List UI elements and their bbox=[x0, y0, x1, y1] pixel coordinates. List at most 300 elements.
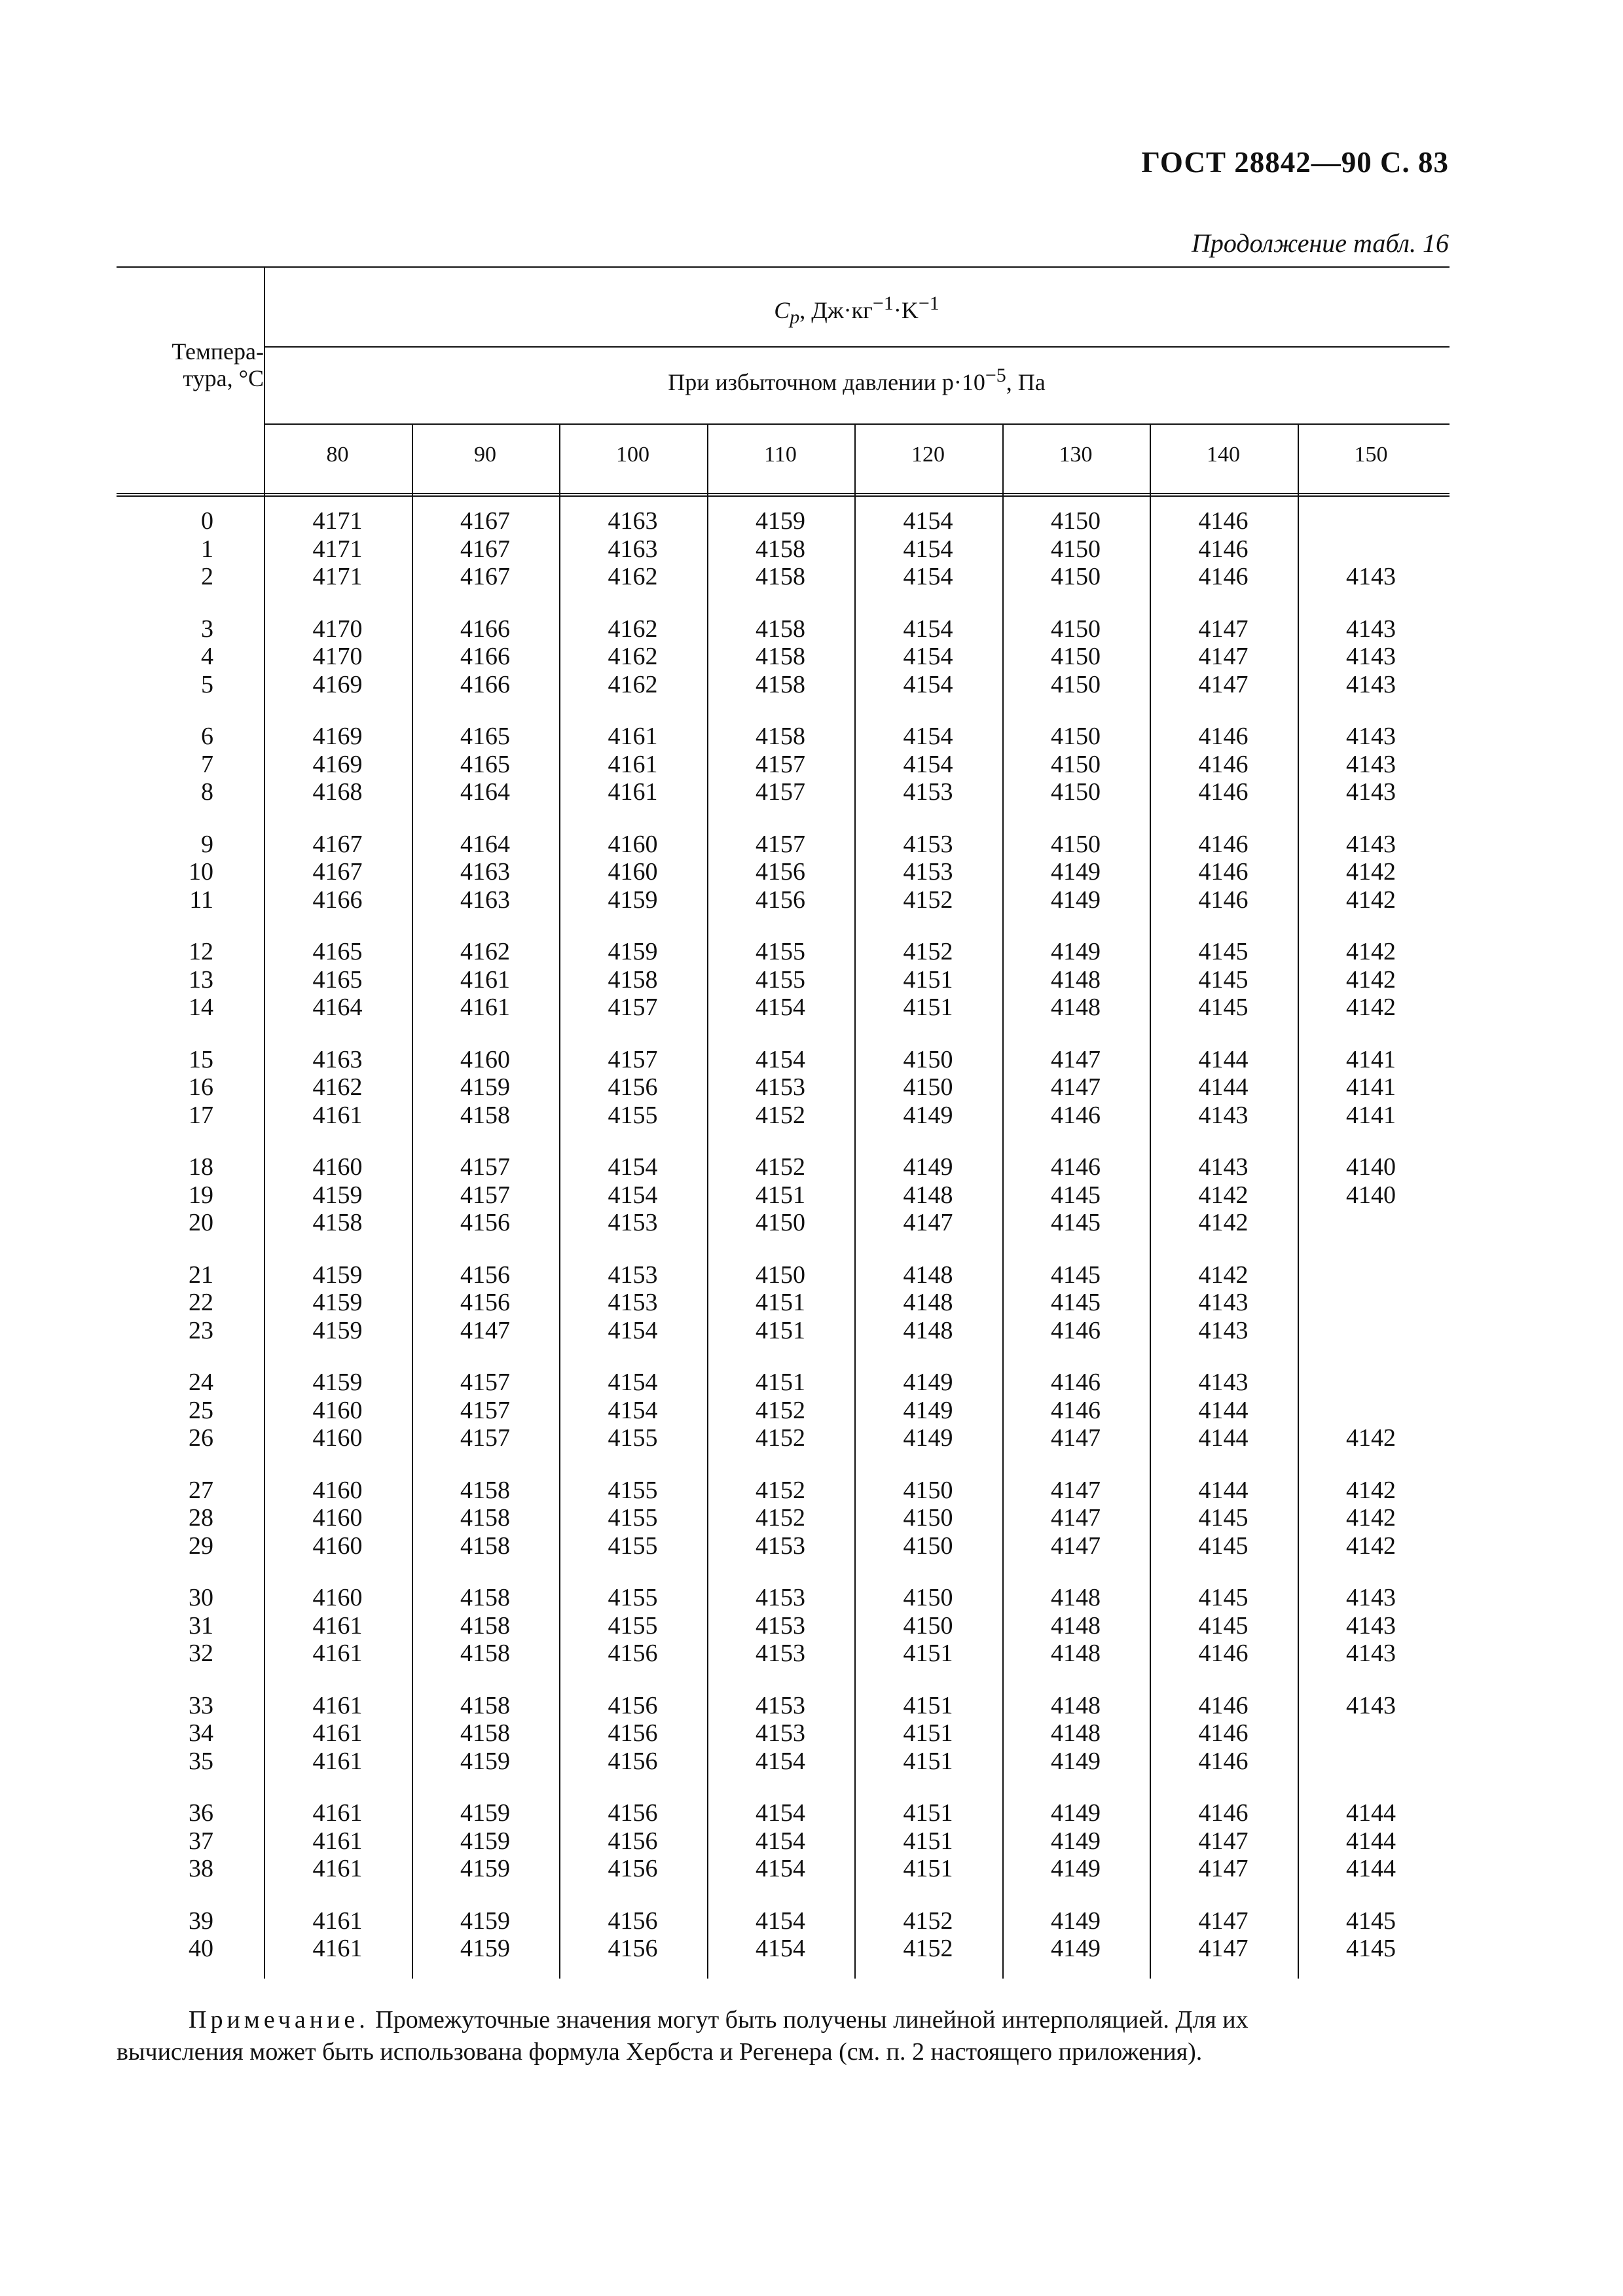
value-cell: 4163 bbox=[608, 535, 658, 563]
value-cell: 4143 bbox=[1198, 1316, 1249, 1344]
value-cell: 4171 bbox=[312, 563, 363, 590]
pressure-exp: −5 bbox=[985, 365, 1006, 386]
footnote-text-line1: Промежуточные значения могут быть получены линейной интерполяцией. Для их bbox=[369, 2006, 1249, 2034]
table-top-rule bbox=[117, 266, 1450, 268]
value-cell: 4148 bbox=[1051, 1584, 1101, 1611]
value-cell: 4160 bbox=[312, 1584, 363, 1611]
value-cell: 4155 bbox=[608, 1584, 658, 1611]
table-row bbox=[117, 1640, 1450, 1668]
value-cell: 4156 bbox=[608, 1935, 658, 1962]
value-cell: 4152 bbox=[756, 1153, 805, 1181]
temperature-cell: 1 bbox=[201, 535, 213, 563]
value-cell: 4162 bbox=[312, 1073, 363, 1101]
value-cell: 4141 bbox=[1346, 1045, 1396, 1073]
value-cell: 4143 bbox=[1346, 778, 1396, 806]
cp-symbol: C bbox=[774, 297, 790, 323]
value-cell: 4161 bbox=[312, 1855, 363, 1882]
value-cell: 4160 bbox=[312, 1532, 363, 1560]
value-cell: 4144 bbox=[1198, 1045, 1249, 1073]
value-cell: 4143 bbox=[1198, 1101, 1249, 1129]
temperature-cell: 30 bbox=[189, 1584, 213, 1611]
value-cell: 4160 bbox=[312, 1476, 363, 1504]
value-cell: 4151 bbox=[903, 1827, 953, 1855]
value-cell: 4150 bbox=[903, 1073, 953, 1101]
temperature-cell: 35 bbox=[189, 1747, 213, 1775]
value-cell: 4157 bbox=[460, 1181, 510, 1209]
value-cell: 4166 bbox=[460, 643, 510, 670]
table-row bbox=[117, 1935, 1450, 1963]
value-cell: 4154 bbox=[903, 750, 953, 778]
value-cell: 4159 bbox=[608, 938, 658, 965]
value-cell: 4149 bbox=[903, 1101, 953, 1129]
value-cell: 4154 bbox=[903, 563, 953, 590]
value-cell: 4154 bbox=[608, 1153, 658, 1181]
value-cell: 4146 bbox=[1198, 507, 1249, 535]
row-group bbox=[117, 507, 1450, 591]
table-row bbox=[117, 858, 1450, 886]
column-header: 90 bbox=[474, 442, 496, 467]
value-cell: 4142 bbox=[1198, 1261, 1249, 1289]
value-cell: 4154 bbox=[756, 1827, 805, 1855]
value-cell: 4149 bbox=[1051, 1827, 1101, 1855]
value-cell: 4152 bbox=[756, 1504, 805, 1532]
value-cell: 4163 bbox=[312, 1045, 363, 1073]
value-cell: 4156 bbox=[608, 1907, 658, 1935]
value-cell: 4147 bbox=[1051, 1424, 1101, 1452]
value-cell: 4158 bbox=[460, 1101, 510, 1129]
value-cell: 4153 bbox=[756, 1611, 805, 1640]
value-cell: 4157 bbox=[608, 994, 658, 1021]
value-cell: 4142 bbox=[1346, 1532, 1396, 1560]
table-row bbox=[117, 1827, 1450, 1856]
value-cell: 4146 bbox=[1198, 750, 1249, 778]
table-row bbox=[117, 1369, 1450, 1397]
value-cell: 4157 bbox=[460, 1396, 510, 1424]
value-cell: 4144 bbox=[1346, 1827, 1396, 1855]
table-row bbox=[117, 1504, 1450, 1532]
value-cell: 4140 bbox=[1346, 1153, 1396, 1181]
table-row bbox=[117, 507, 1450, 535]
value-cell: 4162 bbox=[460, 938, 510, 965]
value-cell: 4150 bbox=[1051, 535, 1101, 563]
value-cell: 4159 bbox=[460, 1747, 510, 1775]
value-cell: 4145 bbox=[1051, 1261, 1101, 1289]
value-cell: 4161 bbox=[312, 1719, 363, 1747]
value-cell: 4147 bbox=[1051, 1504, 1101, 1532]
value-cell: 4148 bbox=[1051, 1640, 1101, 1667]
value-cell: 4164 bbox=[460, 830, 510, 858]
temperature-cell: 15 bbox=[189, 1045, 213, 1073]
table-row bbox=[117, 1477, 1450, 1505]
header-rule-2 bbox=[264, 423, 1450, 425]
value-cell: 4149 bbox=[1051, 1855, 1101, 1882]
value-cell: 4158 bbox=[460, 1640, 510, 1667]
value-cell: 4160 bbox=[608, 830, 658, 858]
value-cell: 4145 bbox=[1198, 1532, 1249, 1560]
value-cell: 4149 bbox=[903, 1153, 953, 1181]
value-cell: 4155 bbox=[756, 938, 805, 965]
table-row bbox=[117, 1855, 1450, 1883]
pressure-label: При избыточном давлении p·10 bbox=[668, 369, 985, 395]
value-cell: 4145 bbox=[1198, 938, 1249, 965]
value-cell: 4154 bbox=[903, 643, 953, 670]
value-cell: 4153 bbox=[756, 1073, 805, 1101]
value-cell: 4150 bbox=[903, 1584, 953, 1611]
value-cell: 4142 bbox=[1346, 965, 1396, 994]
pressure-header bbox=[264, 365, 1450, 396]
value-cell: 4151 bbox=[903, 1640, 953, 1667]
value-cell: 4151 bbox=[903, 1691, 953, 1719]
table-row bbox=[117, 1584, 1450, 1612]
value-cell: 4149 bbox=[903, 1369, 953, 1396]
temperature-cell: 25 bbox=[189, 1396, 213, 1424]
value-cell: 4156 bbox=[608, 1747, 658, 1775]
value-cell: 4149 bbox=[1051, 858, 1101, 886]
temperature-cell: 5 bbox=[201, 670, 213, 698]
value-cell: 4148 bbox=[903, 1181, 953, 1209]
value-cell: 4159 bbox=[312, 1316, 363, 1344]
temperature-cell: 12 bbox=[189, 938, 213, 965]
value-cell: 4150 bbox=[903, 1476, 953, 1504]
value-cell: 4156 bbox=[608, 1827, 658, 1855]
value-cell: 4152 bbox=[756, 1396, 805, 1424]
value-cell: 4146 bbox=[1198, 1640, 1249, 1667]
value-cell: 4142 bbox=[1198, 1181, 1249, 1209]
value-cell: 4149 bbox=[1051, 1935, 1101, 1962]
row-group bbox=[117, 1692, 1450, 1776]
value-cell: 4150 bbox=[903, 1504, 953, 1532]
value-cell: 4148 bbox=[1051, 965, 1101, 994]
table-row bbox=[117, 831, 1450, 859]
value-cell: 4161 bbox=[312, 1747, 363, 1775]
value-cell: 4154 bbox=[756, 1855, 805, 1882]
value-cell: 4158 bbox=[460, 1611, 510, 1640]
value-cell: 4161 bbox=[608, 723, 658, 750]
value-cell: 4150 bbox=[1051, 643, 1101, 670]
temperature-cell: 26 bbox=[189, 1424, 213, 1452]
value-cell: 4154 bbox=[756, 1907, 805, 1935]
value-cell: 4158 bbox=[756, 535, 805, 563]
value-cell: 4162 bbox=[608, 670, 658, 698]
value-cell: 4171 bbox=[312, 507, 363, 535]
table-row bbox=[117, 994, 1450, 1022]
value-cell: 4142 bbox=[1346, 1424, 1396, 1452]
value-cell: 4154 bbox=[608, 1316, 658, 1344]
value-cell: 4143 bbox=[1346, 1611, 1396, 1640]
value-cell: 4147 bbox=[1198, 1935, 1249, 1962]
value-cell: 4152 bbox=[903, 1935, 953, 1962]
value-cell: 4141 bbox=[1346, 1073, 1396, 1101]
value-cell: 4152 bbox=[903, 886, 953, 914]
value-cell: 4156 bbox=[756, 858, 805, 886]
value-cell: 4159 bbox=[460, 1073, 510, 1101]
value-cell: 4142 bbox=[1346, 1476, 1396, 1504]
value-cell: 4146 bbox=[1198, 1747, 1249, 1775]
value-cell: 4161 bbox=[312, 1691, 363, 1719]
value-cell: 4156 bbox=[756, 886, 805, 914]
value-cell: 4150 bbox=[1051, 830, 1101, 858]
table-row bbox=[117, 778, 1450, 806]
value-cell: 4165 bbox=[312, 965, 363, 994]
value-cell: 4145 bbox=[1198, 965, 1249, 994]
value-cell: 4153 bbox=[756, 1640, 805, 1667]
value-cell: 4156 bbox=[460, 1289, 510, 1316]
value-cell: 4151 bbox=[756, 1316, 805, 1344]
value-cell: 4149 bbox=[1051, 1907, 1101, 1935]
value-cell: 4148 bbox=[1051, 1611, 1101, 1640]
value-cell: 4161 bbox=[312, 1827, 363, 1855]
page-header: ГОСТ 28842—90 С. 83 bbox=[1141, 146, 1449, 179]
temperature-cell: 14 bbox=[189, 994, 213, 1021]
temperature-cell: 17 bbox=[189, 1101, 213, 1129]
table-row bbox=[117, 1073, 1450, 1102]
row-group bbox=[117, 1799, 1450, 1883]
temperature-cell: 21 bbox=[189, 1261, 213, 1289]
value-cell: 4149 bbox=[1051, 1747, 1101, 1775]
value-cell: 4169 bbox=[312, 670, 363, 698]
table-row bbox=[117, 1102, 1450, 1130]
value-cell: 4149 bbox=[1051, 886, 1101, 914]
value-cell: 4146 bbox=[1051, 1316, 1101, 1344]
value-cell: 4153 bbox=[903, 778, 953, 806]
value-cell: 4149 bbox=[903, 1424, 953, 1452]
value-cell: 4158 bbox=[756, 615, 805, 643]
table-row bbox=[117, 1692, 1450, 1720]
value-cell: 4159 bbox=[460, 1907, 510, 1935]
value-cell: 4160 bbox=[312, 1396, 363, 1424]
table-row bbox=[117, 1181, 1450, 1210]
value-cell: 4158 bbox=[460, 1691, 510, 1719]
value-cell: 4145 bbox=[1346, 1907, 1396, 1935]
value-cell: 4150 bbox=[756, 1209, 805, 1236]
value-cell: 4164 bbox=[312, 994, 363, 1021]
value-cell: 4154 bbox=[756, 1799, 805, 1827]
value-cell: 4149 bbox=[903, 1396, 953, 1424]
temperature-header-line2: тура, °С bbox=[183, 365, 264, 392]
value-cell: 4155 bbox=[608, 1424, 658, 1452]
value-cell: 4153 bbox=[756, 1584, 805, 1611]
value-cell: 4166 bbox=[312, 886, 363, 914]
value-cell: 4160 bbox=[608, 858, 658, 886]
value-cell: 4152 bbox=[903, 1907, 953, 1935]
value-cell: 4148 bbox=[903, 1316, 953, 1344]
footnote-line1 bbox=[117, 2004, 1450, 2036]
header-bottom-rule bbox=[117, 493, 1450, 497]
value-cell: 4143 bbox=[1346, 830, 1396, 858]
value-cell: 4151 bbox=[756, 1369, 805, 1396]
value-cell: 4165 bbox=[460, 750, 510, 778]
temperature-cell: 32 bbox=[189, 1640, 213, 1667]
table-row bbox=[117, 966, 1450, 994]
value-cell: 4140 bbox=[1346, 1181, 1396, 1209]
value-cell: 4154 bbox=[903, 670, 953, 698]
value-cell: 4149 bbox=[1051, 938, 1101, 965]
value-cell: 4154 bbox=[608, 1181, 658, 1209]
column-header: 100 bbox=[616, 442, 649, 467]
table-row bbox=[117, 1424, 1450, 1452]
table-row bbox=[117, 1748, 1450, 1776]
table-row bbox=[117, 1397, 1450, 1425]
value-cell: 4171 bbox=[312, 535, 363, 563]
table-row bbox=[117, 1289, 1450, 1317]
temperature-cell: 37 bbox=[189, 1827, 213, 1855]
table-row bbox=[117, 938, 1450, 966]
value-cell: 4156 bbox=[608, 1719, 658, 1747]
value-cell: 4154 bbox=[756, 994, 805, 1021]
value-cell: 4142 bbox=[1346, 994, 1396, 1021]
value-cell: 4147 bbox=[460, 1316, 510, 1344]
value-cell: 4160 bbox=[312, 1153, 363, 1181]
temperature-cell: 29 bbox=[189, 1532, 213, 1560]
value-cell: 4154 bbox=[903, 535, 953, 563]
value-cell: 4153 bbox=[756, 1691, 805, 1719]
value-cell: 4155 bbox=[608, 1532, 658, 1560]
value-cell: 4143 bbox=[1346, 563, 1396, 590]
table-row bbox=[117, 563, 1450, 591]
value-cell: 4143 bbox=[1346, 750, 1396, 778]
value-cell: 4143 bbox=[1346, 1691, 1396, 1719]
value-cell: 4150 bbox=[903, 1611, 953, 1640]
value-cell: 4147 bbox=[1198, 643, 1249, 670]
temperature-cell: 40 bbox=[189, 1935, 213, 1962]
value-cell: 4157 bbox=[460, 1369, 510, 1396]
value-cell: 4157 bbox=[756, 778, 805, 806]
value-cell: 4155 bbox=[756, 965, 805, 994]
value-cell: 4155 bbox=[608, 1476, 658, 1504]
table-continuation-label: Продолжение табл. 16 bbox=[1191, 228, 1449, 258]
value-cell: 4147 bbox=[1198, 670, 1249, 698]
value-cell: 4145 bbox=[1051, 1289, 1101, 1316]
value-cell: 4148 bbox=[1051, 1719, 1101, 1747]
table-row bbox=[117, 1799, 1450, 1827]
table-row bbox=[117, 643, 1450, 671]
value-cell: 4144 bbox=[1346, 1799, 1396, 1827]
value-cell: 4148 bbox=[903, 1289, 953, 1316]
value-cell: 4152 bbox=[756, 1101, 805, 1129]
value-cell: 4156 bbox=[608, 1799, 658, 1827]
column-header: 130 bbox=[1059, 442, 1093, 467]
value-cell: 4168 bbox=[312, 778, 363, 806]
value-cell: 4165 bbox=[312, 938, 363, 965]
value-cell: 4145 bbox=[1346, 1935, 1396, 1962]
value-cell: 4158 bbox=[756, 643, 805, 670]
table-row bbox=[117, 615, 1450, 643]
row-group bbox=[117, 1046, 1450, 1130]
value-cell: 4154 bbox=[756, 1935, 805, 1962]
header-rule-1 bbox=[264, 346, 1450, 348]
value-cell: 4145 bbox=[1198, 1504, 1249, 1532]
temperature-cell: 13 bbox=[189, 965, 213, 994]
value-cell: 4146 bbox=[1198, 886, 1249, 914]
value-cell: 4152 bbox=[903, 938, 953, 965]
value-cell: 4146 bbox=[1198, 830, 1249, 858]
temperature-cell: 11 bbox=[189, 886, 213, 914]
value-cell: 4161 bbox=[608, 750, 658, 778]
value-cell: 4158 bbox=[312, 1209, 363, 1236]
temperature-header bbox=[117, 338, 264, 393]
value-cell: 4152 bbox=[756, 1476, 805, 1504]
value-cell: 4158 bbox=[608, 965, 658, 994]
value-cell: 4145 bbox=[1051, 1181, 1101, 1209]
value-cell: 4158 bbox=[460, 1532, 510, 1560]
value-cell: 4151 bbox=[903, 965, 953, 994]
temperature-cell: 3 bbox=[201, 615, 213, 643]
table-row bbox=[117, 723, 1450, 751]
row-group bbox=[117, 1369, 1450, 1452]
value-cell: 4146 bbox=[1198, 1691, 1249, 1719]
value-cell: 4147 bbox=[1198, 1827, 1249, 1855]
value-cell: 4150 bbox=[756, 1261, 805, 1289]
value-cell: 4153 bbox=[756, 1532, 805, 1560]
column-header: 150 bbox=[1354, 442, 1388, 467]
value-cell: 4146 bbox=[1198, 563, 1249, 590]
value-cell: 4162 bbox=[608, 615, 658, 643]
value-cell: 4169 bbox=[312, 750, 363, 778]
value-cell: 4156 bbox=[608, 1855, 658, 1882]
value-cell: 4145 bbox=[1198, 1611, 1249, 1640]
value-cell: 4157 bbox=[608, 1045, 658, 1073]
value-cell: 4159 bbox=[312, 1181, 363, 1209]
column-header: 110 bbox=[764, 442, 797, 467]
value-cell: 4166 bbox=[460, 615, 510, 643]
value-cell: 4158 bbox=[460, 1584, 510, 1611]
value-cell: 4153 bbox=[608, 1289, 658, 1316]
cp-units: , Дж·кг bbox=[799, 297, 873, 323]
temperature-cell: 18 bbox=[189, 1153, 213, 1181]
value-cell: 4144 bbox=[1198, 1396, 1249, 1424]
value-cell: 4146 bbox=[1051, 1396, 1101, 1424]
value-cell: 4147 bbox=[1051, 1532, 1101, 1560]
temperature-cell: 16 bbox=[189, 1073, 213, 1101]
value-cell: 4153 bbox=[903, 830, 953, 858]
value-cell: 4169 bbox=[312, 723, 363, 750]
value-cell: 4157 bbox=[460, 1153, 510, 1181]
value-cell: 4166 bbox=[460, 670, 510, 698]
value-cell: 4144 bbox=[1198, 1073, 1249, 1101]
value-cell: 4161 bbox=[312, 1799, 363, 1827]
temperature-cell: 6 bbox=[201, 723, 213, 750]
value-cell: 4159 bbox=[312, 1289, 363, 1316]
table-row bbox=[117, 1719, 1450, 1748]
value-cell: 4148 bbox=[903, 1261, 953, 1289]
value-cell: 4170 bbox=[312, 643, 363, 670]
footnote bbox=[117, 2004, 1450, 2068]
value-cell: 4146 bbox=[1051, 1153, 1101, 1181]
value-cell: 4145 bbox=[1051, 1209, 1101, 1236]
value-cell: 4150 bbox=[1051, 778, 1101, 806]
value-cell: 4151 bbox=[903, 1747, 953, 1775]
value-cell: 4146 bbox=[1198, 1799, 1249, 1827]
value-cell: 4154 bbox=[903, 615, 953, 643]
value-cell: 4160 bbox=[312, 1424, 363, 1452]
value-cell: 4145 bbox=[1198, 1584, 1249, 1611]
value-cell: 4143 bbox=[1346, 643, 1396, 670]
value-cell: 4154 bbox=[608, 1396, 658, 1424]
value-cell: 4157 bbox=[756, 830, 805, 858]
value-cell: 4147 bbox=[903, 1209, 953, 1236]
value-cell: 4158 bbox=[460, 1719, 510, 1747]
temperature-cell: 4 bbox=[201, 643, 213, 670]
value-cell: 4161 bbox=[312, 1935, 363, 1962]
temperature-cell: 34 bbox=[189, 1719, 213, 1747]
value-cell: 4152 bbox=[756, 1424, 805, 1452]
table-row bbox=[117, 671, 1450, 699]
value-cell: 4147 bbox=[1198, 615, 1249, 643]
value-cell: 4156 bbox=[608, 1640, 658, 1667]
pressure-unit: , Па bbox=[1006, 369, 1046, 395]
value-cell: 4142 bbox=[1346, 1504, 1396, 1532]
value-cell: 4161 bbox=[608, 778, 658, 806]
